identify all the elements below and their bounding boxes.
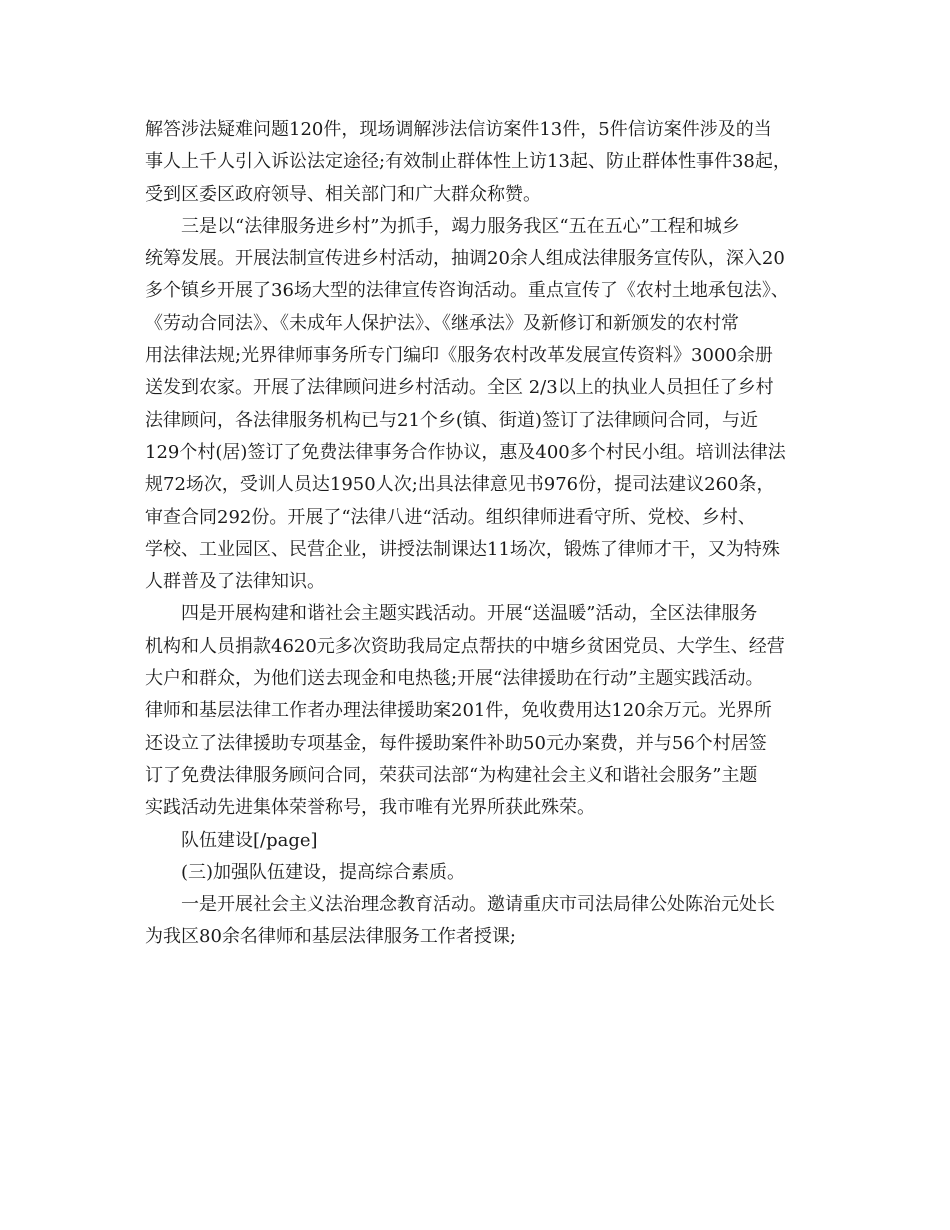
text-line: 机构和人员捐款4620元多次资助我局定点帮扶的中塘乡贫困党员、大学生、经营 xyxy=(145,635,785,657)
text-line: 审查合同292份。开展了“法律八进“活动。组织律师进看守所、党校、乡村、 xyxy=(145,506,756,528)
text-line: (三)加强队伍建设，提高综合素质。 xyxy=(181,861,466,883)
text-line: 解答涉法疑难问题120件，现场调解涉法信访案件13件，5件信访案件涉及的当 xyxy=(145,119,772,140)
text-line: 四是开展构建和谐社会主题实践活动。开展“送温暖”活动，全区法律服务 xyxy=(181,603,758,625)
text-line: 律师和基层法律工作者办理法律援助案201件，免收费用达120余万元。光界所 xyxy=(145,700,772,722)
text-line: 法律顾问，各法律服务机构已与21个乡(镇、街道)签订了法律顾问合同，与近 xyxy=(145,409,758,431)
text-line: 129个村(居)签订了免费法律事务合作协议，惠及400多个村民小组。培训法律法 xyxy=(145,441,786,463)
text-line: 订了免费法律服务顾问合同，荣获司法部“为构建社会主义和谐社会服务”主题 xyxy=(145,764,758,786)
text-line: 统筹发展。开展法制宣传进乡村活动，抽调20余人组成法律服务宣传队，深入20 xyxy=(145,248,785,270)
text-line: 多个镇乡开展了36场大型的法律宣传咨询活动。重点宣传了《农村土地承包法》、 xyxy=(145,280,789,302)
text-line: 用法律法规;光界律师事务所专门编印《服务农村改革发展宣传资料》3000余册 xyxy=(145,345,773,367)
text-line: 还设立了法律援助专项基金，每件援助案件补助50元办案费，并与56个村居签 xyxy=(145,732,767,754)
text-line: 《劳动合同法》、《未成年人保护法》、《继承法》及新修订和新颁发的农村常 xyxy=(145,312,739,334)
text-line: 人群普及了法律知识。 xyxy=(145,571,325,593)
text-line: 受到区委区政府领导、相关部门和广大群众称赞。 xyxy=(145,183,541,205)
text-line: 实践活动先进集体荣誉称号，我市唯有光界所获此殊荣。 xyxy=(145,797,595,819)
text-line: 事人上千人引入诉讼法定途径;有效制止群体性上访13起、防止群体性事件38起， xyxy=(145,151,791,173)
text-line: 队伍建设[/page] xyxy=(181,829,318,851)
document-body xyxy=(145,114,821,954)
text-line: 一是开展社会主义法治理念教育活动。邀请重庆市司法局律公处陈治元处长 xyxy=(181,894,775,916)
text-line: 为我区80余名律师和基层法律服务工作者授课; xyxy=(145,926,516,948)
text-line: 规72场次，受训人员达1950人次;出具法律意见书976份，提司法建议260条， xyxy=(145,474,775,496)
text-line: 大户和群众，为他们送去现金和电热毯;开展“法律援助在行动”主题实践活动。 xyxy=(145,668,764,690)
text-line: 送发到农家。开展了法律顾问进乡村活动。全区 2/3以上的执业人员担任了乡村 xyxy=(145,377,774,399)
text-line: 学校、工业园区、民营企业，讲授法制课达11场次，锻炼了律师才干，又为特殊 xyxy=(145,538,780,560)
text-line: 三是以“法律服务进乡村”为抓手，竭力服务我区“五在五心”工程和城乡 xyxy=(181,215,740,237)
